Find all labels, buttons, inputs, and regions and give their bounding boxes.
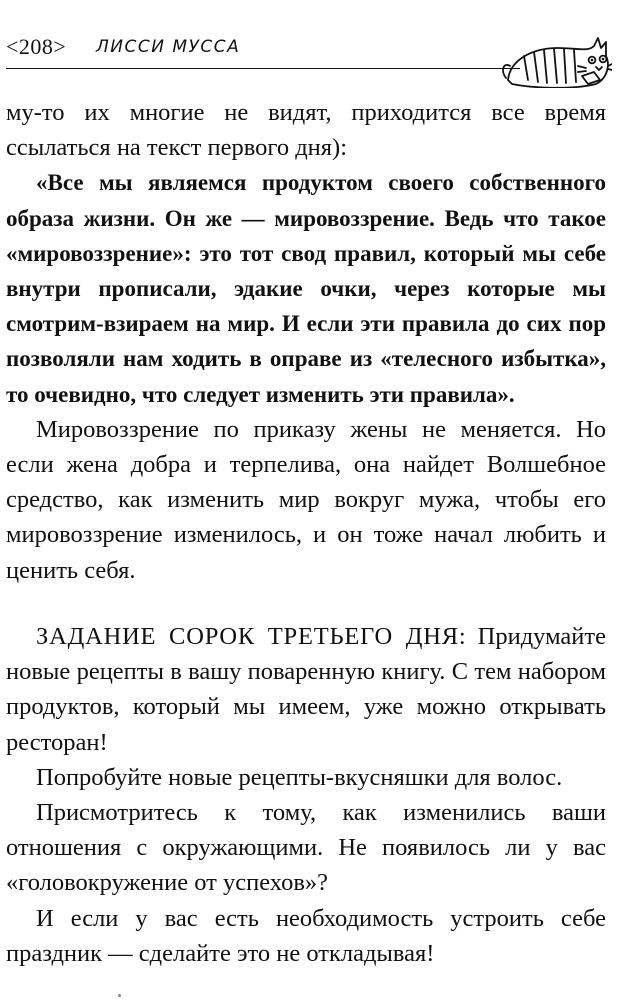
page-number: <208> (6, 34, 67, 59)
task-heading: ЗАДАНИЕ СОРОК ТРЕТЬЕГО ДНЯ (36, 623, 459, 650)
print-speck (118, 994, 121, 997)
paragraph-3: Присмотритесь к тому, как изменились ваши отношения с окружающими. Не появилось ли у вас «головокружение от успехов»? (6, 799, 606, 897)
task-text: : Придумайте новые рецепты в вашу поваренную книгу. С тем набором продуктов, который мы имеем, уже можно открывать ресторан! (6, 623, 606, 756)
task-section (6, 619, 606, 971)
task-paragraph (6, 619, 606, 760)
header-rule (6, 68, 520, 69)
paragraph-2: Попробуйте новые рецепты-вкусняшки для волос. (36, 763, 563, 791)
paragraph-1: Мировоззрение по приказу жены не меняется. Но если жена добра и терпелива, она найдет Волшебное средство, как изменить мир вокруг мужа, чтобы его мировоззрение изменилось, и он тоже начал любить и ценить себя. (6, 415, 606, 584)
page-header (6, 34, 606, 74)
quote-paragraph: «Все мы являемся продуктом своего собственного образа жизни. Он же — мировоззрение. Ведь что такое «мировоззрение»: это тот свод правил, который мы себе внутри прописали, эдакие очки, через которые мы смотрим-взираем на мир. И если эти правила до сих пор позволяли нам ходить в оправе из «телесного избытка», то очевидно, что следует изменить эти правила». (6, 170, 606, 407)
main-text (6, 95, 606, 588)
running-title: ЛИССИ МУССА (96, 37, 241, 57)
intro-paragraph: му-то их многие не видят, приходится все время ссылаться на текст первого дня): (6, 99, 606, 162)
paragraph-4: И если у вас есть необходимость устроить себе праздник — сделайте это не откладывая! (6, 904, 606, 967)
cat-illustration-icon (502, 34, 612, 88)
